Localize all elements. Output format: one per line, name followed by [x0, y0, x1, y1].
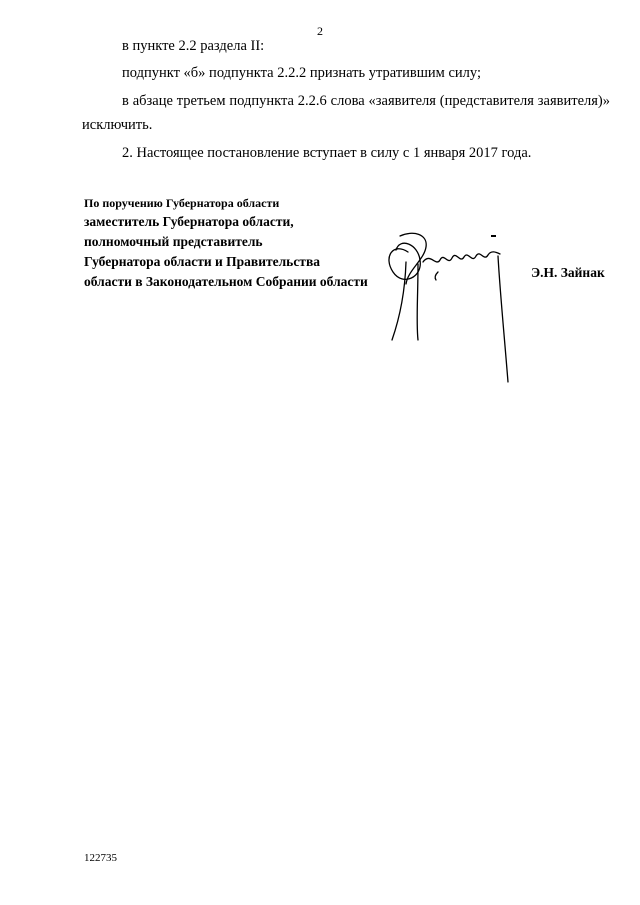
- document-code: 122735: [84, 852, 117, 864]
- signer-position-line: Губернатора области и Правительства: [84, 254, 320, 269]
- paragraph-subpoint-2-2-2: подпункт «б» подпункта 2.2.2 признать утратившим силу;: [122, 65, 482, 81]
- paragraph-subpoint-2-2-6: в абзаце третьем подпункта 2.2.6 слова «заявителя (представителя заявителя)» исключить.: [82, 93, 610, 133]
- signature-lead-line: По поручению Губернатора области: [84, 196, 280, 210]
- signature-tick-mark: [491, 235, 496, 237]
- page-number: 2: [317, 24, 323, 38]
- paragraph-section-2-2: в пункте 2.2 раздела II:: [122, 38, 265, 54]
- signer-position-line: области в Законодательном Собрании области: [84, 274, 368, 289]
- signer-position-line: заместитель Губернатора области,: [84, 214, 294, 229]
- signature-block: [84, 194, 368, 292]
- signer-position-line: полномочный представитель: [84, 234, 263, 249]
- signer-name: Э.Н. Зайнак: [531, 265, 605, 280]
- handwritten-signature: [378, 222, 518, 387]
- paragraph-effective-date: 2. Настоящее постановление вступает в силу с 1 января 2017 года.: [122, 145, 532, 161]
